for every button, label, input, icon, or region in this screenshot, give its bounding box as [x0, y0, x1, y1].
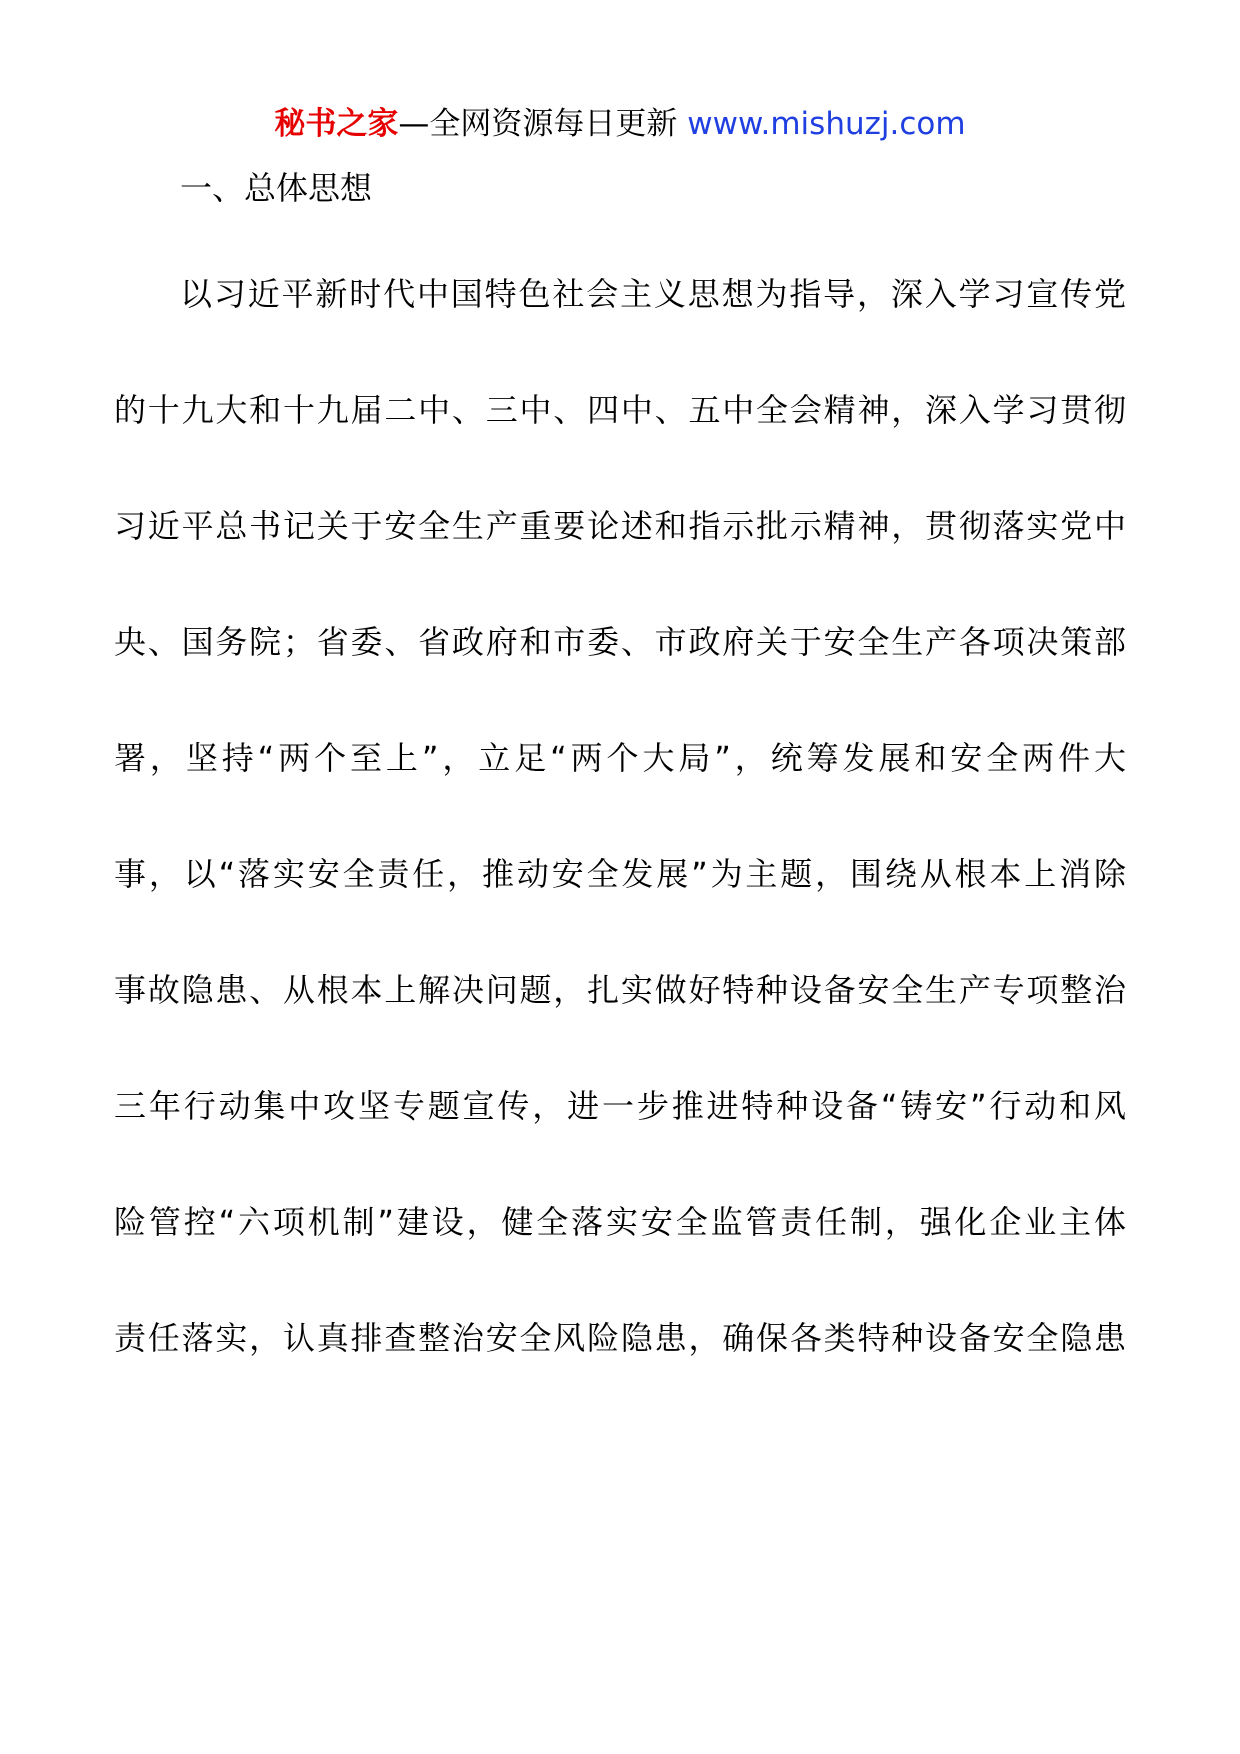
paragraph-line-6: 事，以“落实安全责任，推动安全发展”为主题，围绕从根本上消除: [114, 855, 1126, 893]
section-heading: 一、总体思想: [180, 169, 373, 207]
paragraph-line-5: 署，坚持“两个至上”，立足“两个大局”，统筹发展和安全两件大: [114, 739, 1126, 777]
paragraph-line-10: 责任落实，认真排查整治安全风险隐患，确保各类特种设备安全隐患: [114, 1319, 1126, 1357]
paragraph-line-3: 习近平总书记关于安全生产重要论述和指示批示精神，贯彻落实党中: [114, 507, 1126, 545]
paragraph-line-8: 三年行动集中攻坚专题宣传，进一步推进特种设备“铸安”行动和风: [114, 1087, 1126, 1125]
paragraph-line-4: 央、国务院；省委、省政府和市委、市政府关于安全生产各项决策部: [114, 623, 1126, 661]
brand-name: 秘书之家: [274, 106, 399, 142]
site-url-link[interactable]: www.mishuzj.com: [687, 106, 966, 142]
paragraph-line-2: 的十九大和十九届二中、三中、四中、五中全会精神，深入学习贯彻: [114, 391, 1126, 429]
paragraph-line-1: 以习近平新时代中国特色社会主义思想为指导，深入学习宣传党: [180, 275, 1126, 313]
paragraph-line-7: 事故隐患、从根本上解决问题，扎实做好特种设备安全生产专项整治: [114, 971, 1126, 1009]
header-tagline: —全网资源每日更新: [398, 106, 678, 142]
watermark-header: [0, 100, 1240, 148]
paragraph-line-9: 险管控“六项机制”建设，健全落实安全监管责任制，强化企业主体: [114, 1203, 1126, 1241]
